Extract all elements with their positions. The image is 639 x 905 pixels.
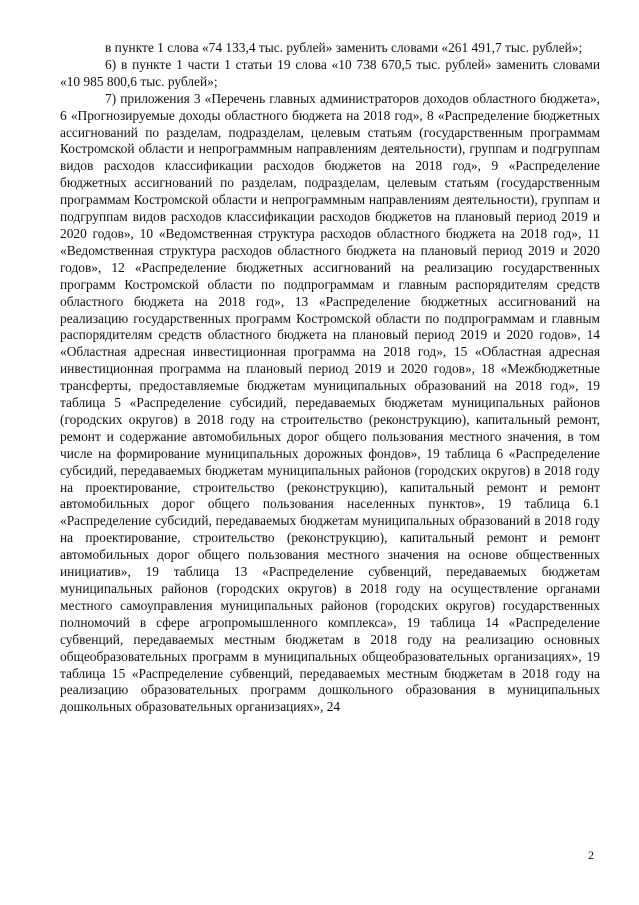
paragraph-amendment-item-6: 6) в пункте 1 части 1 статьи 19 слова «10 738 670,5 тыс. рублей» заменить словами «10 985 800,6 тыс. рублей»; xyxy=(60,56,600,89)
document-body xyxy=(60,40,600,716)
page-number: 2 xyxy=(588,848,594,862)
paragraph-amendment-item-7: 7) приложения 3 «Перечень главных администраторов доходов областного бюджета», 6 «Прогнозируемые доходы областного бюджета на 2018 год», 8 «Распределение бюджетных ассигнований по разделам, подразделам, целевым статьям (государственным программам Костромской области и непрограммным направлениям деятельности), группам и подгруппам видов расходов классификации расходов бюджетов на 2018 год», 9 «Распределение бюджетных ассигнований по разделам, подразделам, целевым статьям (государственным программам Костромской области и непрограммным направлениям деятельности), группам и подгруппам видов расходов классификации расходов бюджетов на плановый период 2019 и 2020 годов», 10 «Ведомственная структура расходов областного бюджета на 2018 год», 11 «Ведомственная структура расходов областного бюджета на плановый период 2019 и 2020 годов», 12 «Распределение бюджетных ассигнований на реализацию государственных программ Костромской области по подпрограммам и главным распорядителям средств областного бюджета на 2018 год», 13 «Распределение бюджетных ассигнований на реализацию государственных программ Костромской области по подпрограммам и главным распорядителям средств областного бюджета на плановый период 2019 и 2020 годов», 14 «Областная адресная инвестиционная программа на 2018 год», 15 «Областная адресная инвестиционная программа на плановый период 2019 и 2020 годов», 18 «Межбюджетные трансферты, предоставляемые бюджетам муниципальных образований на 2018 год», 19 таблица 5 «Распределение субсидий, передаваемых бюджетам муниципальных районов (городских округов) в 2018 году на строительство (реконструкцию), капитальный ремонт, ремонт и содержание автомобильных дорог общего пользования местного значения, в том числе на формирование муниципальных дорожных фондов», 19 таблица 6 «Распределение субсидий, передаваемых бюджетам муниципальных районов (городских округов) в 2018 году на проектирование, строительство (реконструкцию), капитальный ремонт и ремонт автомобильных дорог общего пользования населенных пунктов», 19 таблица 6.1 «Распределение субсидий, передаваемых бюджетам муниципальных образований в 2018 году на проектирование, строительство (реконструкцию), капитальный ремонт и ремонт автомобильных дорог общего пользования местного значения на основе общественных инициатив», 19 таблица 13 «Распределение субвенций, передаваемых бюджетам муниципальных районов (городских округов) в 2018 году на осуществление органами местного самоуправления муниципальных районов (городских округов) государственных полномочий в сфере агропромышленного комплекса», 19 таблица 14 «Распределение субвенций, передаваемых местным бюджетам в 2018 году на реализацию основных общеобразовательных программ в муниципальных общеобразовательных организациях», 19 таблица 15 «Распределение субвенций, передаваемых местным бюджетам в 2018 году на реализацию образовательных программ дошкольного образования в муниципальных дошкольных образовательных организациях», 24 xyxy=(60,90,600,715)
paragraph-amendment-item-1: в пункте 1 слова «74 133,4 тыс. рублей» заменить словами «261 491,7 тыс. рублей»; xyxy=(105,40,583,55)
